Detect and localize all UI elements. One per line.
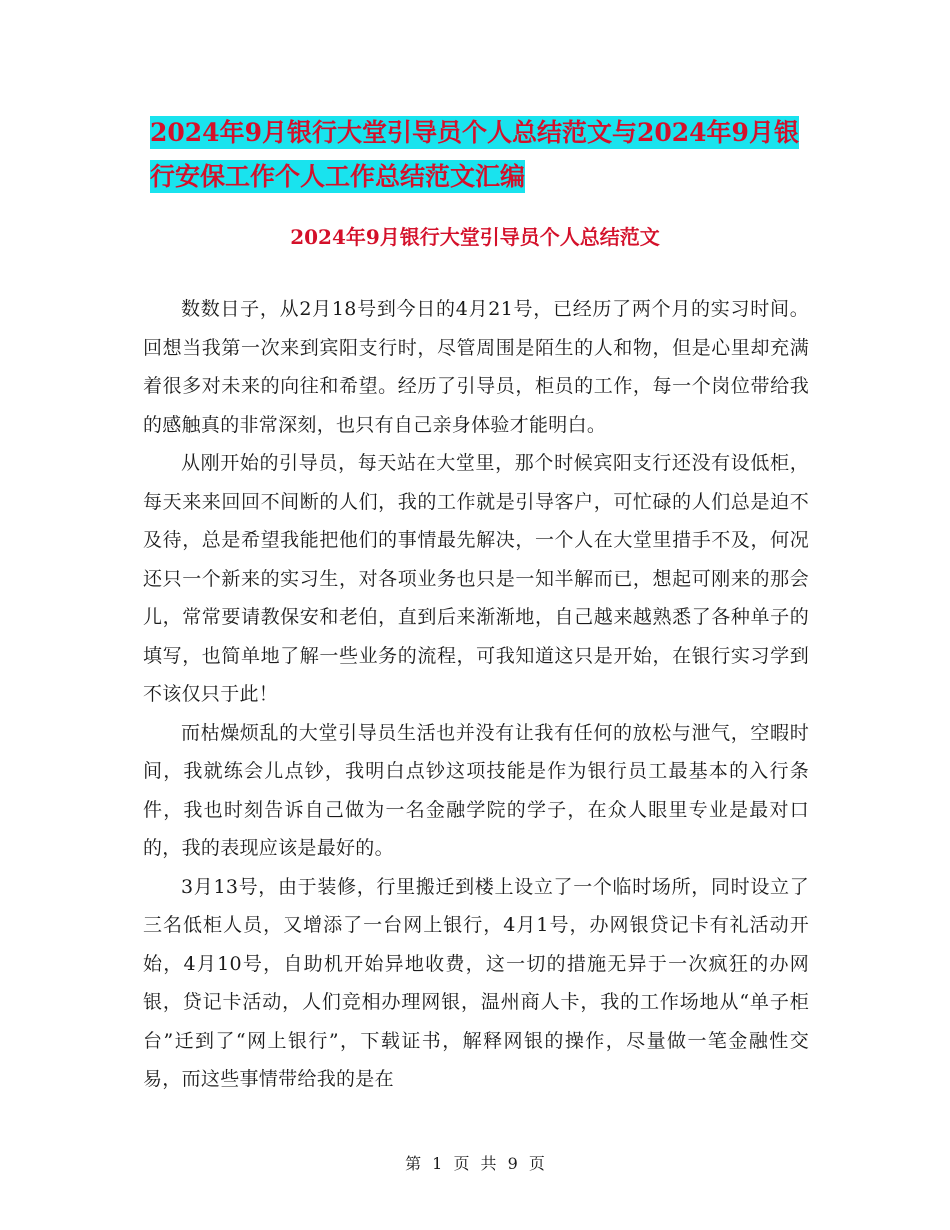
section-title: 2024年9月银行大堂引导员个人总结范文 [290,225,660,249]
document-title-text: 2024年9月银行大堂引导员个人总结范文与2024年9月银行安保工作个人工作总结范文汇编 [150,118,799,191]
document-body [143,290,809,1099]
page-footer: 第 1 页 共 9 页 [405,1154,545,1173]
document-title [150,111,820,199]
paragraph-2: 从刚开始的引导员，每天站在大堂里，那个时候宾阳支行还没有设低柜，每天来来回回不间断的人们，我的工作就是引导客户，可忙碌的人们总是迫不及待，总是希望我能把他们的事情最先解决，一个人在大堂里措手不及，何况还只一个新来的实习生，对各项业务也只是一知半解而已，想起可刚来的那会儿，常常要请教保安和老伯，直到后来渐渐地，自己越来越熟悉了各种单子的填写，也简单地了解一些业务的流程，可我知道这只是开始，在银行实习学到不该仅只于此！ [143,452,809,705]
paragraph-4: 3月13号，由于装修，行里搬迁到楼上设立了一个临时场所，同时设立了三名低柜人员，又增添了一台网上银行，4月1号，办网银贷记卡有礼活动开始，4月10号，自助机开始异地收费，这一切的措施无异于一次疯狂的办网银，贷记卡活动，人们竞相办理网银，温州商人卡，我的工作场地从“单子柜台”迁到了“网上银行”，下载证书，解释网银的操作，尽量做一笔金融性交易，而这些事情带给我的是在 [143,875,809,1090]
paragraph-3: 而枯燥烦乱的大堂引导员生活也并没有让我有任何的放松与泄气，空暇时间，我就练会儿点钞，我明白点钞这项技能是作为银行员工最基本的入行条件，我也时刻告诉自己做为一名金融学院的学子，在众人眼里专业是最对口的，我的表现应该是最好的。 [143,721,809,859]
paragraph-1: 数数日子，从2月18号到今日的4月21号，已经历了两个月的实习时间。回想当我第一次来到宾阳支行时，尽管周围是陌生的人和物，但是心里却充满着很多对未来的向往和希望。经历了引导员，柜员的工作，每一个岗位带给我的感触真的非常深刻，也只有自己亲身体验才能明白。 [143,298,809,436]
